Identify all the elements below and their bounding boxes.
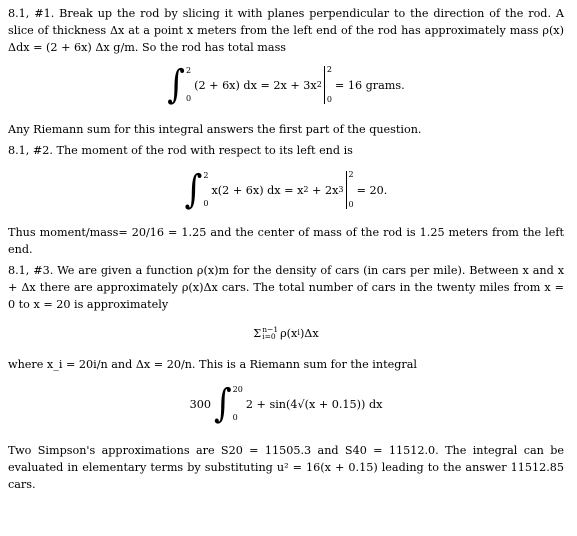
equation-2: ∫ 2 0 x(2 + 6x) dx = x 2 + 2x 3 2 0 = 20. bbox=[184, 167, 388, 213]
problem-3-conclusion: Two Simpson's approximations are S20 = 11505.3 and S40 = 11512.0. The integral can be evaluated in elementary terms by substituting u² = 16(x + 0.15) leading to the answer 11512.85 cars. bbox=[8, 444, 564, 491]
sum-limits: n−1 i=0 bbox=[262, 325, 279, 341]
equation-4 bbox=[8, 380, 564, 428]
evaluation-limits: 2 0 bbox=[326, 65, 332, 104]
problem-1-conclusion: Any Riemann sum for this integral answers the first part of the question. bbox=[8, 123, 422, 136]
problem-3-paragraph: 8.1, #3. We are given a function ρ(x)m for the density of cars (in cars per mile). Between x and x + Δx there are approximately ρ(x)Δx cars. The total number of cars in the twenty miles from x = 0 to x = 20 is approximately bbox=[8, 264, 564, 311]
equation-2-result: = 20. bbox=[356, 183, 388, 197]
integral-symbol: ∫ bbox=[167, 62, 185, 108]
equation-1-integrand: (2 + 6x) dx = 2x + 3x bbox=[194, 78, 317, 92]
problem-3-riemann-text: where x_i = 20i/n and Δx = 20/n. This is a Riemann sum for the integral bbox=[8, 358, 417, 371]
integral-limits: 2 0 bbox=[203, 171, 209, 208]
equation-1-result: = 16 grams. bbox=[334, 78, 405, 92]
equation-4-integrand: 2 + sin(4√(x + 0.15)) dx bbox=[245, 397, 383, 411]
problem-2-paragraph: 8.1, #2. The moment of the rod with respect to its left end is bbox=[8, 144, 353, 157]
problem-1-paragraph: 8.1, #1. Break up the rod by slicing it with planes perpendicular to the direction of the rod. A slice of thickness Δx at a point x meters from the left end of the rod has approximately mass ρ(x) Δdx = (2 + 6x) Δx g/m. So the rod has total mass bbox=[8, 7, 564, 54]
evaluation-bar bbox=[346, 171, 347, 209]
evaluation-limits: 2 0 bbox=[348, 170, 354, 209]
equation-3: Σ n−1 i=0 ρ(x i )Δx bbox=[253, 325, 319, 341]
integral-limits: 2 0 bbox=[186, 66, 192, 103]
integral-symbol: ∫ bbox=[213, 381, 232, 427]
document-page bbox=[8, 5, 564, 493]
integral-limits: 20 0 bbox=[232, 385, 243, 422]
equation-1: ∫ 2 0 (2 + 6x) dx = 2x + 3x 2 2 0 = 16 grams. bbox=[167, 62, 405, 108]
problem-2-conclusion: Thus moment/mass= 20/16 = 1.25 and the center of mass of the rod is 1.25 meters from the left end. bbox=[8, 226, 564, 256]
equation-3-body: ρ(x bbox=[280, 326, 298, 340]
equation-4-coefficient: 300 bbox=[189, 397, 211, 411]
sigma-symbol: Σ bbox=[253, 326, 262, 340]
equation-2-integrand: x(2 + 6x) dx = x bbox=[211, 183, 304, 197]
evaluation-bar bbox=[324, 66, 325, 104]
integral-symbol: ∫ bbox=[184, 167, 203, 213]
